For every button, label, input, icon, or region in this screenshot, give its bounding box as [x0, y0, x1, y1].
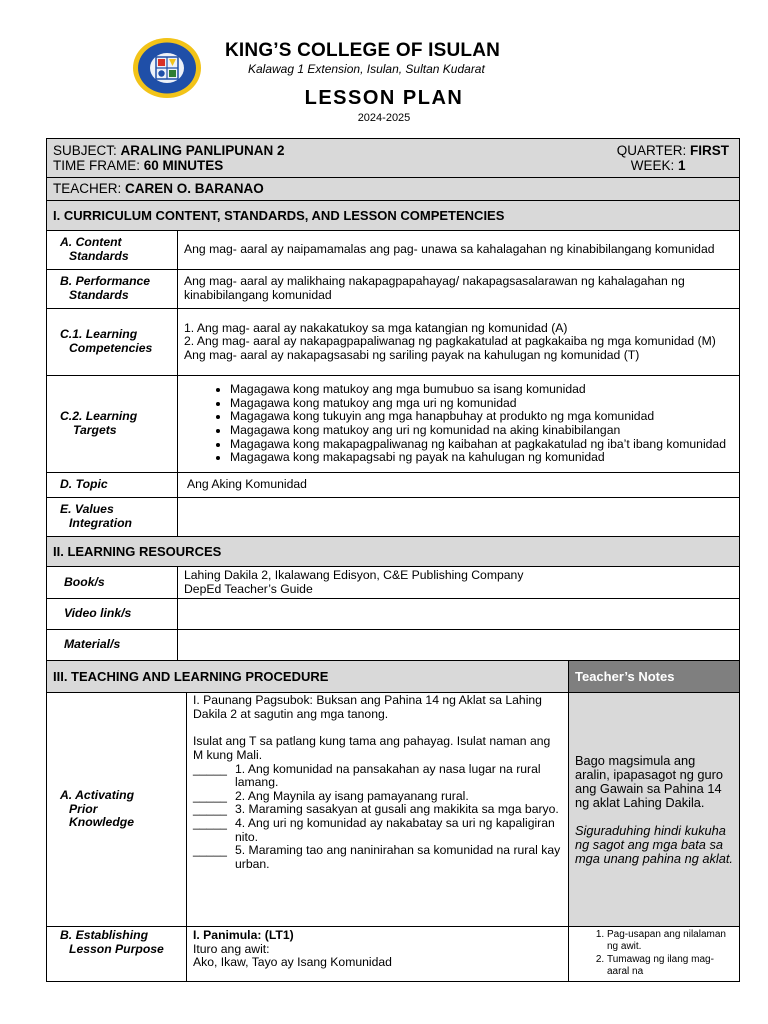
establishing-label: B. Establishing — [60, 928, 149, 943]
school-year: 2024-2025 — [357, 112, 411, 124]
document-header — [0, 0, 768, 135]
activating-label: A. Activating — [60, 788, 135, 803]
books-text: Lahing Dakila 2, Ikalawang Edisyon, C&E Publishing Company DepEd Teacher’s Guide — [178, 567, 740, 599]
learning-targets-label: C.2. Learning — [60, 409, 138, 424]
content-standards-text: Ang mag- aaral ay naipamamalas ang pag- unawa sa kahalagahan ng kinabibilangang komunidad — [178, 231, 740, 270]
video-label: Video link/s — [47, 599, 178, 630]
lesson-plan-table — [46, 138, 740, 982]
list-item: _____ 3. Maraming sasakyan at gusali ang makikita sa mga baryo. — [193, 802, 559, 817]
list-item: • Magagawa kong makapagpaliwanag ng kaibahan at pagkakatulad ng iba’t ibang komunidad — [230, 438, 733, 452]
topic-text: Ang Aking Komunidad — [178, 473, 740, 498]
materials-label: Material/s — [47, 630, 178, 661]
books-label: Book/s — [47, 567, 178, 599]
activating-intro: I. Paunang Pagsubok: Buksan ang Pahina 14 ng Aklat sa Lahing Dakila 2 at sagutin ang mga tanong. — [193, 693, 542, 721]
learning-targets-row: C.2. Learning Targets • Magagawa kong matukoy ang mga bumubuo sa isang komunidad • Magagawa kong matukoy ang mga uri ng komunidad • Magagawa kong tukuyin ang mga hanapbuhay at produkto ng mga komunidad • Magagawa kong matukoy ang uri ng komunidad na aking kinabibilangan • Magagawa kong makapagpaliwanag ng kaibahan at pagkakatulad ng iba’t ibang komunidad • Magagawa kong makapagsabi ng payak na kahulugan ng komunidad — [47, 376, 740, 473]
quarter-label: QUARTER: — [616, 143, 687, 158]
establishing-notes — [569, 927, 740, 982]
list-item: • Magagawa kong makapagsabi ng payak na kahulugan ng komunidad — [230, 451, 733, 465]
list-item: _____ 2. Ang Maynila ay isang pamayanang rural. — [193, 788, 469, 803]
content-standards-row: A. Content Standards Ang mag- aaral ay naipamamalas ang pag- unawa sa kahalagahan ng kinabibilangang komunidad — [47, 231, 740, 270]
info-row — [47, 139, 740, 178]
list-item: • Magagawa kong tukuyin ang mga hanapbuhay at produkto ng mga komunidad — [230, 410, 733, 424]
establishing-row: B. Establishing Lesson Purpose I. Panimula: (LT1) Ituro ang awit: Ako, Ikaw, Tayo ay Isang Komunidad 1. Pag-usapan ang nilalaman ng awit. 2. Tumawag ng ilang mag-aaral na — [47, 927, 740, 982]
activating-row: A. Activating Prior Knowledge I. Paunang Pagsubok: Buksan ang Pahina 14 ng Aklat sa Lahing Dakila 2 at sagutin ang mga tanong. Isulat ang T sa patlang kung tama ang pahayag. Isulat naman ang M kung Mali. _____ 1. Ang komunidad na pansakahan ay nasa lugar na rural lamang. _____ 2. Ang Maynila ay isang pamayanang rural. _____ 3. Maraming sasakyan at gusali ang makikita sa mga baryo. _____ 4. Ang uri ng komunidad ay nakabatay sa uri ng kapaligiran nito. _____ 5. Maraming tao ang naninirahan sa komunidad na rural kay urban. Bago magsimula ang aralin, ipapasagot ng guro ang Gawain sa Pahina 14 ng aklat Lahing Dakila. Siguraduhing hindi kukuha ng sagot ang mga bata sa mga unang pahina ng aklat. — [47, 693, 740, 927]
list-item: • Magagawa kong matukoy ang mga uri ng komunidad — [230, 397, 733, 411]
performance-standards-row: B. Performance Standards Ang mag- aaral ay malikhaing nakapagpapahayag/ nakapagsasalarawan ng kahalagahan ng kinabibilangang komunidad — [47, 270, 740, 309]
section-3-title: III. TEACHING AND LEARNING PROCEDURE — [47, 661, 569, 693]
list-item: 1. Pag-usapan ang nilalaman ng awit. — [607, 929, 733, 952]
subject-value: ARALING PANLIPUNAN 2 — [120, 143, 285, 158]
teacher-row — [47, 178, 740, 201]
section-1-title: I. CURRICULUM CONTENT, STANDARDS, AND LESSON COMPETENCIES — [47, 201, 740, 231]
list-item: 2. Tumawag ng ilang mag-aaral na — [607, 954, 733, 977]
quarter-value: FIRST — [690, 143, 730, 158]
materials-text — [178, 630, 740, 661]
learning-competencies-label: C.1. Learning — [60, 327, 138, 342]
video-row — [47, 599, 740, 630]
section-2-title: II. LEARNING RESOURCES — [47, 537, 740, 567]
performance-standards-label: B. Performance — [60, 274, 151, 289]
learning-competencies-text: 1. Ang mag- aaral ay nakakatukoy sa mga katangian ng komunidad (A) 2. Ang mag- aaral ay nakapagpapaliwanag ng pagkakatulad at pagkakaiba ng mga komunidad (M) Ang mag- aaral ay nakapagsasabi ng sariling payak na kahulugan ng komunidad (T) — [178, 309, 740, 376]
subject-label: SUBJECT: — [53, 143, 117, 158]
school-name: KING’S COLLEGE OF ISULAN — [225, 40, 501, 61]
teacher-label: TEACHER: — [53, 181, 122, 197]
activating-notes: Bago magsimula ang aralin, ipapasagot ng guro ang Gawain sa Pahina 14 ng aklat Lahing Dakila. Siguraduhing hindi kukuha ng sagot ang mga bata sa mga unang pahina ng aklat. — [569, 693, 740, 927]
video-text — [178, 599, 740, 630]
timeframe-label: TIME FRAME: — [53, 158, 140, 173]
activating-content — [187, 693, 569, 927]
materials-row — [47, 630, 740, 661]
learning-competencies-row: C.1. Learning Competencies 1. Ang mag- aaral ay nakakatukoy sa mga katangian ng komunidad (A) 2. Ang mag- aaral ay nakapagpapaliwanag ng pagkakatulad at pagkakaiba ng mga komunidad (M) Ang mag- aaral ay nakapagsasabi ng sariling payak na kahulugan ng komunidad (T) — [47, 309, 740, 376]
list-item: • Magagawa kong matukoy ang uri ng komunidad na aking kinabibilangan — [230, 424, 733, 438]
topic-row — [47, 473, 740, 498]
teachers-notes-header: Teacher’s Notes — [569, 661, 740, 693]
teacher-value: CAREN O. BARANAO — [125, 181, 264, 197]
values-label: E. Values — [60, 502, 114, 517]
values-row: E. Values Integration — [47, 498, 740, 537]
values-text — [178, 498, 740, 537]
establishing-content: I. Panimula: (LT1) Ituro ang awit: Ako, Ikaw, Tayo ay Isang Komunidad — [187, 927, 569, 982]
list-item: _____ 4. Ang uri ng komunidad ay nakabatay sa uri ng kapaligiran nito. — [193, 815, 555, 844]
list-item: • Magagawa kong matukoy ang mga bumubuo sa isang komunidad — [230, 383, 733, 397]
week-value: 1 — [678, 158, 686, 173]
section-3-header — [47, 661, 740, 693]
content-standards-label: A. Content — [60, 235, 122, 250]
list-item: _____ 1. Ang komunidad na pansakahan ay nasa lugar na rural lamang. — [193, 761, 541, 790]
school-address: Kalawag 1 Extension, Isulan, Sultan Kudarat — [248, 62, 485, 76]
section-1-header — [47, 201, 740, 231]
activating-instruction: Isulat ang T sa patlang kung tama ang pahayag. Isulat naman ang M kung Mali. — [193, 734, 551, 762]
topic-label: D. Topic — [47, 473, 178, 498]
list-item: _____ 5. Maraming tao ang naninirahan sa komunidad na rural kay urban. — [193, 843, 561, 871]
books-row — [47, 567, 740, 599]
timeframe-value: 60 MINUTES — [143, 158, 224, 173]
week-label: WEEK: — [630, 158, 675, 173]
learning-targets-list — [184, 383, 733, 465]
performance-standards-text: Ang mag- aaral ay malikhaing nakapagpapahayag/ nakapagsasalarawan ng kahalagahan ng kinabibilangang komunidad — [178, 270, 740, 309]
document-title: LESSON PLAN — [304, 87, 464, 109]
section-2-header — [47, 537, 740, 567]
